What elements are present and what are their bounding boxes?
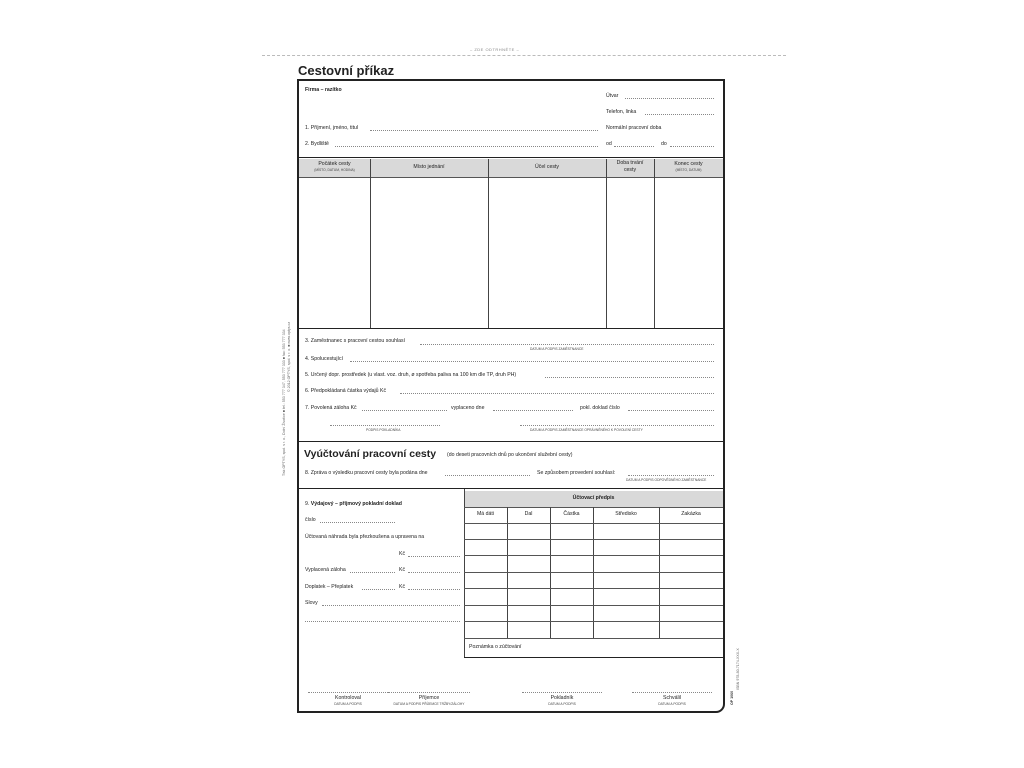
cislo-label: číslo <box>305 517 316 523</box>
uctovana-field[interactable] <box>408 556 460 557</box>
prijemce-field[interactable] <box>388 692 470 693</box>
prostredek-label: 5. Určený dopr. prostředek (u vlast. voz. druh, ø spotřeba paliva na 100 km dle TP, druh PH) <box>305 372 517 378</box>
divider <box>299 488 723 489</box>
col-dal: Dal <box>524 511 533 517</box>
doplatek-label: Doplatek – Přeplatek <box>305 584 354 590</box>
uctovana-label: Účtovaná náhrada byla přezkoušena a upravena na <box>305 534 425 540</box>
doplatek-field[interactable] <box>408 589 460 590</box>
predpis-row-line <box>464 638 723 639</box>
side-isbn: ISBN 978-80-7174-XXX-X <box>736 648 740 690</box>
predpis-row-line <box>464 523 723 524</box>
trip-col-divider <box>606 159 607 328</box>
zpusob-field[interactable] <box>628 475 714 476</box>
side-print-info: Tisk OPTYS, spol. s r. o., Dolní Životice ■ tel.: 553 777 347, 553 777 333 ■ fax: 553 777 334 <box>282 329 286 476</box>
spolucestujici-label: 4. Spolucestující <box>305 356 344 362</box>
schvalil-field[interactable] <box>632 692 712 693</box>
telefon-label: Telefon, linka <box>606 109 637 115</box>
kc-label-1: Kč <box>399 551 406 557</box>
poznamka-label: Poznámka o zúčtování <box>469 644 522 650</box>
kc-label-2: Kč <box>399 567 406 573</box>
schvalil-label: Schválil <box>663 695 681 701</box>
predpis-row-line <box>464 605 723 606</box>
zaloha-field[interactable] <box>362 410 447 411</box>
predpis-row-line <box>464 539 723 540</box>
col-doba: Doba trvání <box>616 160 644 166</box>
kontroloval-sub: DATUM A PODPIS <box>334 702 362 706</box>
trip-col-divider <box>370 159 371 328</box>
vyplacena-dots <box>350 572 395 573</box>
predpis-bottom-line <box>464 657 723 658</box>
trip-col-divider <box>654 159 655 328</box>
od-label: od <box>606 141 612 147</box>
vyuctovani-heading: Vyúčtování pracovní cesty <box>304 448 437 460</box>
slovy-field-2[interactable] <box>305 621 460 622</box>
spolucestujici-field[interactable] <box>350 361 714 362</box>
predpis-heading: Účtovací předpis <box>572 495 615 501</box>
col-konec-sub: (MÍSTO, DATUM) <box>675 168 702 172</box>
page-title: Cestovní příkaz <box>298 63 395 78</box>
utvar-field[interactable] <box>625 98 714 99</box>
predpis-row-line <box>464 555 723 556</box>
pokl-field[interactable] <box>628 410 714 411</box>
vyplacena-label: Vyplacená záloha <box>305 567 346 573</box>
divider <box>299 441 723 442</box>
souhlas-sub: DATUM A PODPIS ZAMĚSTNANCE <box>530 347 584 351</box>
prostredek-field[interactable] <box>545 377 714 378</box>
bydliste-field[interactable] <box>335 146 598 147</box>
schvalil-sub: DATUM A PODPIS <box>658 702 686 706</box>
predpis-row-line <box>464 588 723 589</box>
doklad-number: 9. <box>305 501 310 507</box>
castka-label: 6. Předpokládaná částka výdajů Kč <box>305 388 387 394</box>
kontroloval-label: Kontroloval <box>335 695 361 701</box>
divider <box>299 328 723 329</box>
firma-label: Firma – razítko <box>305 87 342 93</box>
predpis-row-line <box>464 621 723 622</box>
side-form-code: OP 1060 <box>730 690 734 705</box>
pokladnik-signature-sub: PODPIS POKLADNÍKA <box>366 428 401 432</box>
col-castka: Částka <box>563 511 580 517</box>
kontroloval-field[interactable] <box>308 692 388 693</box>
zpusob-sub: DATUM A PODPIS ODPOVĚDNÉHO ZAMĚSTNANCE <box>626 478 707 482</box>
slovy-label: Slovy <box>305 600 318 606</box>
doklad-heading <box>305 501 402 507</box>
doklad-title: Výdajový – příjmový pokladní doklad <box>310 501 402 507</box>
souhlas-label: 3. Zaměstnanec s pracovní cestou souhlasí <box>305 338 406 344</box>
od-field[interactable] <box>614 146 654 147</box>
doplatek-dots <box>362 589 395 590</box>
normalni-doba-label: Normální pracovní doba <box>606 125 662 131</box>
zpusob-label: Se způsobem provedení souhlasí: <box>537 470 616 476</box>
prijemce-sub: DATUM A PODPIS PŘÍJEMCE TRŽBY/ZÁLOHY <box>393 702 465 706</box>
souhlas-field[interactable] <box>420 344 714 345</box>
tear-off-line <box>262 55 786 56</box>
col-ucel: Účel cesty <box>535 164 559 170</box>
trip-col-divider <box>488 159 489 328</box>
kc-label-3: Kč <box>399 584 406 590</box>
castka-field[interactable] <box>400 393 714 394</box>
utvar-label: Útvar <box>606 93 619 99</box>
zprava-label: 8. Zpráva o výsledku pracovní cesty byla podána dne <box>305 470 428 476</box>
vyplaceno-field[interactable] <box>493 410 573 411</box>
vyplacena-field[interactable] <box>408 572 460 573</box>
col-pocatek: Počátek cesty <box>318 161 351 167</box>
prijmeni-label: 1. Příjmení, jméno, titul <box>305 125 359 131</box>
prijmeni-field[interactable] <box>370 130 598 131</box>
col-stredisko: Středisko <box>615 511 637 517</box>
predpis-row-line <box>464 572 723 573</box>
slovy-field[interactable] <box>322 605 460 606</box>
pokl-label: pokl. doklad číslo <box>580 405 620 411</box>
zprava-field[interactable] <box>445 475 530 476</box>
pokladnik-signature-field[interactable] <box>330 425 440 426</box>
pokladnik-sub: DATUM A PODPIS <box>548 702 576 706</box>
pokladnik-label: Pokladník <box>550 695 574 701</box>
opravneny-signature-field[interactable] <box>520 425 714 426</box>
pokladnik-field[interactable] <box>522 692 602 693</box>
side-copyright: © 2012 OPTYS, spol. s r. o. ■ www.optys.cz <box>287 321 291 392</box>
col-konec: Konec cesty <box>674 161 703 167</box>
bydliste-label: 2. Bydliště <box>305 141 329 147</box>
col-pocatek-sub: (MÍSTO, DATUM, HODINA) <box>314 168 355 172</box>
telefon-field[interactable] <box>645 114 714 115</box>
prijemce-label: Příjemce <box>418 695 440 701</box>
cislo-field[interactable] <box>320 522 395 523</box>
opravneny-signature-sub: DATUM A PODPIS ZAMĚSTNANCE OPRÁVNĚNÉHO K POVOLENÍ CESTY <box>530 428 643 432</box>
do-label: do <box>661 141 667 147</box>
trip-table-header-line <box>299 177 723 178</box>
tear-off-text: – ZDE ODTRHNĚTE – <box>470 47 520 52</box>
col-misto: Místo jednání <box>413 164 445 170</box>
do-field[interactable] <box>670 146 714 147</box>
vyplaceno-label: vyplaceno dne <box>451 405 485 411</box>
col-doba-2: cesty <box>623 167 637 173</box>
vyuctovani-note: (do deseti pracovních dnů po ukončení služební cesty) <box>447 452 573 458</box>
col-ma-dati: Má dáti <box>476 511 494 517</box>
divider <box>299 157 723 158</box>
zaloha-label: 7. Povolená záloha Kč <box>305 405 357 411</box>
col-zakazka: Zakázka <box>681 511 701 517</box>
